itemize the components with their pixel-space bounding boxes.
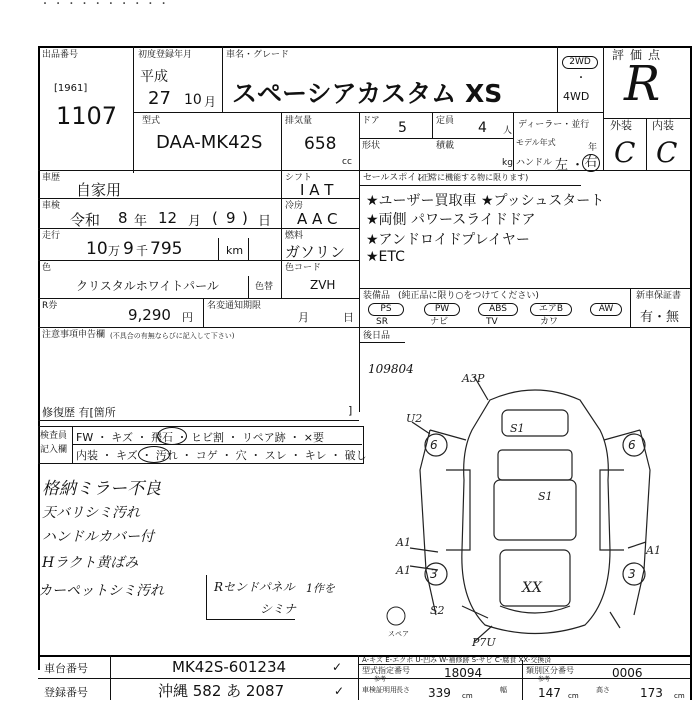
mileage-10k: 10 (86, 239, 108, 259)
color-code-value: ZVH (310, 278, 336, 292)
aircon-label: 冷房 (285, 201, 304, 211)
height-unit: cm (674, 692, 685, 700)
first-registration-era: 平成 (140, 69, 168, 85)
form-right-border (690, 46, 692, 700)
displacement-value: 658 (304, 134, 337, 154)
sales-points-label: セールスポイント (363, 173, 435, 183)
capacity-value: 4 (478, 120, 487, 136)
lot-sub-number: [1961] (54, 83, 88, 94)
name-change-day: 日 (343, 311, 354, 324)
new-car-warranty-label: 新車保証書 (636, 291, 682, 301)
length-unit: cm (462, 692, 473, 700)
capacity-label: 定員 (436, 116, 455, 126)
hand-note-2: 天バリシミ汚れ (42, 505, 140, 521)
dimensions-label: 車検証明用 (362, 686, 397, 694)
equipment-label: 装備品 (363, 291, 391, 301)
history-value: 自家用 (76, 181, 122, 199)
equip-tv: TV (486, 317, 498, 327)
car-name-label: 車名・グレード (226, 50, 290, 60)
capacity-unit: 人 (503, 126, 513, 136)
handle-label: ハンドル (516, 158, 553, 168)
chassis-value: MK42S-601234 (172, 658, 287, 676)
inspection-label: 車検 (42, 201, 61, 211)
new-car-warranty-value: 有・無 (640, 310, 680, 325)
hand-note-box-side: 1作を (306, 582, 335, 595)
svg-text:3: 3 (628, 567, 636, 581)
legend: A-キズ E-エクボ U-凹み W-補修跡 S-サビ C-腐食 XX-交換済 (362, 656, 552, 664)
equip-aw: AW (590, 303, 622, 316)
equip-abs: ABS (478, 303, 518, 316)
hand-serial: 109804 (368, 362, 414, 376)
hand-note-4: Hラクト黄ばみ (42, 555, 139, 571)
class-no-label: 類別区分番号 (526, 666, 574, 675)
load-unit: kg (502, 158, 513, 168)
mileage-label: 走行 (42, 231, 61, 241)
dealer-label: ディーラー・並行 (518, 120, 590, 130)
inspector-line-2: 内装 ・ キズ ・ 汚れ ・ コゲ ・ 穴 ・ スレ ・ キレ ・ 破し (76, 449, 367, 462)
registration-check: ✓ (334, 684, 345, 698)
inspection-month-unit: 月 (188, 214, 202, 229)
mark-u2: U2 (406, 412, 423, 425)
registration-label: 登録番号 (44, 686, 88, 699)
first-registration-month: 10 (184, 92, 202, 108)
sales-point-3: ★アンドロイドプレイヤー (366, 232, 530, 248)
height-value: 173 (640, 686, 663, 700)
exterior-grade-label: 外装 (610, 119, 632, 132)
lot-number-label: 出品番号 (42, 50, 79, 60)
name-change-label: 名変通知期限 (207, 301, 262, 311)
interior-grade: C (656, 136, 678, 169)
width-unit: cm (568, 692, 579, 700)
drive-2wd-circled: 2WD (562, 56, 598, 69)
svg-text:6: 6 (628, 438, 636, 452)
fuel-value: ガソリン (285, 243, 346, 261)
mark-p7u: P7U (472, 636, 496, 649)
car-name-value: スペーシアカスタム XS (232, 79, 503, 108)
car-damage-diagram (370, 370, 690, 650)
mileage-remainder: 795 (150, 239, 183, 259)
inspector-label-1: 検査員 (40, 431, 68, 441)
form-top-border (38, 46, 690, 48)
equip-pw: PW (424, 303, 460, 316)
model-year-label: モデル年式 (516, 138, 556, 147)
mark-s1-top: S1 (510, 422, 525, 435)
notes-note: (不具合の有無ならびに記入して下さい) (110, 332, 235, 340)
repair-close: ] (348, 404, 353, 417)
equip-ps: PS (368, 303, 404, 316)
inspection-day: 9 (226, 209, 236, 227)
handle-dot: ・ (571, 158, 585, 173)
inspection-month: 12 (158, 209, 178, 227)
exterior-grade: C (614, 136, 636, 169)
recycle-value: 9,290 (128, 306, 171, 324)
first-registration-year: 27 (148, 88, 171, 109)
doors-label: ドア (362, 116, 380, 126)
recycle-unit: 円 (182, 311, 193, 324)
mileage-1k: 9 (123, 239, 134, 259)
load-label: 積載 (436, 141, 455, 151)
length-value: 339 (428, 686, 451, 700)
mark-a1-left-2: A1 (396, 564, 411, 577)
after-sale-label: 後日品 (363, 331, 391, 341)
hand-note-box-line1: Rセンドパネル (214, 580, 295, 594)
displacement-unit: cc (342, 157, 352, 167)
equip-leather: カワ (540, 317, 559, 327)
inspection-day-open: ( (212, 209, 218, 227)
grade-eval-value: R (624, 56, 661, 112)
handle-left: 左 (555, 158, 569, 173)
sales-points-note: (正常に機能する物に限ります) (418, 173, 529, 182)
interior-grade-label: 内装 (652, 119, 674, 132)
equip-sr: SR (376, 317, 388, 327)
grade-eval-label: 評価点 (612, 48, 667, 62)
model-year-unit: 年 (588, 143, 598, 153)
mileage-10k-unit: 万 (108, 244, 121, 258)
fuel-label: 燃料 (285, 231, 304, 241)
inspection-year: 8 (118, 209, 128, 227)
history-label: 車歴 (42, 173, 61, 183)
sales-point-4: ★ETC (366, 249, 405, 265)
circle-mark-stone (157, 427, 187, 445)
inspection-day-close: ) (242, 209, 248, 227)
class-no-value: 0006 (612, 666, 643, 680)
type-cert-sub: 参考 (374, 676, 387, 683)
shape-label: 形状 (362, 141, 381, 151)
top-strip: ・ ・ ・ ・ ・ ・ ・ ・ ・ ・ (40, 0, 169, 10)
shift-value: I A T (300, 181, 334, 199)
inspection-day-unit: 日 (258, 214, 272, 229)
repair-label: 修復歴 有[箇所 (42, 406, 116, 419)
recycle-label: R券 (42, 301, 58, 311)
mark-xx: XX (522, 580, 542, 596)
type-cert-label: 型式指定番号 (362, 666, 410, 675)
mark-a3p: A3P (462, 372, 485, 385)
first-registration-label: 初度登録年月 (138, 50, 193, 60)
mark-a1-left-1: A1 (396, 536, 411, 549)
color-code-label: 色コード (285, 263, 322, 273)
first-registration-month-unit: 月 (204, 95, 217, 109)
class-no-sub: 参考 (538, 676, 551, 683)
equipment-note: (純正品に限り○をつけてください) (398, 291, 539, 301)
doors-value: 5 (398, 120, 407, 136)
model-value: DAA-MK42S (156, 132, 263, 153)
mark-a1-right: A1 (646, 544, 661, 557)
color-change-label: 色替 (255, 282, 274, 292)
hand-note-1: 格納ミラー不良 (42, 479, 161, 499)
sales-point-2: ★両側 パワースライドドア (366, 212, 536, 228)
inspection-era: 令和 (70, 211, 101, 229)
hand-note-5: カーペットシミ汚れ (38, 583, 164, 599)
lot-number: 1107 (56, 102, 118, 130)
svg-text:6: 6 (430, 438, 438, 452)
equip-navi: ナビ (430, 317, 449, 327)
sales-point-1: ★ユーザー買取車 ★プッシュスタート (366, 193, 605, 209)
drive-4wd: 4WD (563, 90, 590, 103)
inspector-label-2: 記入欄 (40, 445, 68, 455)
mark-s2: S2 (430, 604, 445, 617)
mileage-1k-unit: 千 (136, 244, 149, 258)
handle-right-circled: 右 (582, 154, 600, 172)
chassis-check: ✓ (332, 660, 343, 674)
color-label: 色 (42, 263, 52, 273)
width-label: 幅 (500, 686, 507, 694)
model-label: 型式 (142, 116, 161, 126)
inspector-line-1: FW ・ キズ ・ 飛石 ・ ヒビ割 ・ リペア跡 ・ ×要 (76, 431, 324, 444)
svg-text:3: 3 (430, 567, 438, 581)
drive-dot: ・ (576, 73, 586, 84)
height-label: 高さ (596, 686, 610, 694)
name-change-month: 月 (298, 311, 309, 324)
inspection-year-unit: 年 (134, 214, 148, 229)
type-cert-value: 18094 (444, 666, 483, 680)
shift-label: シフト (285, 173, 313, 183)
aircon-value: A A C (297, 210, 338, 228)
hand-note-box-line2: シミナ (260, 602, 297, 616)
equip-airbag: エアB (530, 303, 572, 316)
hand-note-3: ハンドルカバー付 (42, 529, 154, 545)
mileage-unit: km (226, 244, 244, 257)
mark-s1-mid: S1 (538, 490, 553, 503)
chassis-label: 車台番号 (44, 662, 88, 675)
form-left-border (38, 46, 40, 670)
notes-label: 注意事項申告欄 (42, 330, 106, 340)
width-value: 147 (538, 686, 561, 700)
spare-label: スペア (388, 630, 409, 638)
length-label: 長さ (396, 686, 410, 694)
circle-mark-dirt (138, 446, 170, 463)
displacement-label: 排気量 (285, 116, 313, 126)
registration-value: 沖縄 582 あ 2087 (158, 682, 285, 700)
color-value: クリスタルホワイトパール (76, 279, 219, 293)
